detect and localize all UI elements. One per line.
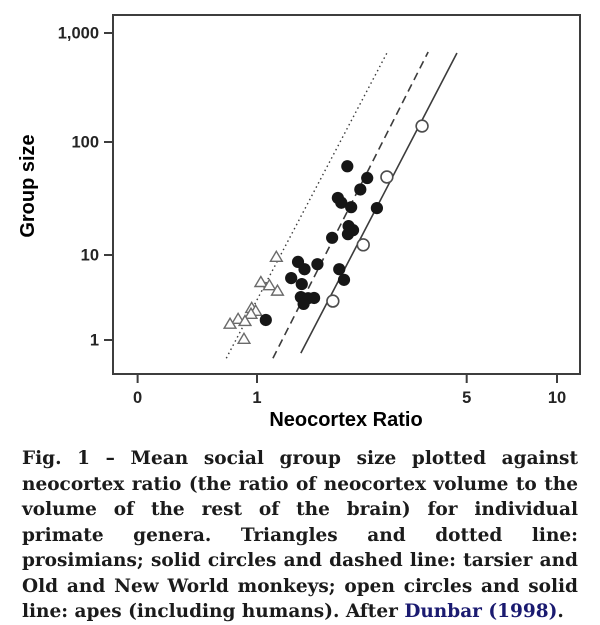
solid-circle-marker: [326, 232, 338, 244]
y-axis-tick-label: 1,000: [57, 24, 99, 43]
x-axis-title: Neocortex Ratio: [269, 409, 423, 431]
open-circle-marker: [416, 120, 428, 132]
x-axis-tick-label: 10: [547, 389, 567, 407]
x-axis-tick-label: 5: [462, 389, 472, 407]
y-axis-tick-label: 10: [80, 246, 99, 265]
open-circle-marker: [381, 171, 393, 183]
plot-frame: [113, 15, 580, 374]
solid-circle-marker: [285, 272, 297, 284]
open-circle-marker: [357, 239, 369, 251]
solid-circle-marker: [311, 258, 323, 270]
caption-text: Fig. 1 – Mean social group size plotted against neocortex ratio (the ratio of neocortex volume to the volume of the rest of the brain) for individual primate genera. Triangles and dotted line: prosimians; solid circles and dashed line: tarsier and Old and New World monkeys; open circles and solid line: apes (including humans). After: [22, 448, 578, 623]
x-axis-tick-label: 0: [133, 389, 143, 407]
solid-circle-marker: [333, 263, 345, 275]
solid-circle-marker: [298, 298, 310, 310]
citation-link-dunbar-1998[interactable]: Dunbar (1998): [404, 601, 558, 623]
triangle-marker: [255, 276, 267, 286]
solid-circle-marker: [260, 314, 272, 326]
solid-circle-marker: [298, 263, 310, 275]
y-axis-title: Group size: [17, 134, 39, 238]
solid-circle-marker: [345, 201, 357, 213]
y-axis-tick-label: 1: [89, 331, 99, 350]
solid-circle-marker: [354, 183, 366, 195]
solid-circle-marker: [371, 202, 383, 214]
figure-caption: [22, 446, 578, 625]
triangle-marker: [238, 333, 250, 343]
triangle-marker: [270, 251, 282, 261]
solid-circle-marker: [296, 278, 308, 290]
caption-period: .: [557, 601, 564, 623]
solid-circle-marker: [342, 228, 354, 240]
x-axis-tick-label: 1: [252, 389, 262, 407]
solid-circle-marker: [341, 160, 353, 172]
plot-area: [58, 15, 580, 407]
open-circle-marker: [327, 295, 339, 307]
solid-circle-marker: [361, 172, 373, 184]
y-axis-tick-label: 100: [71, 133, 99, 152]
solid-circle-marker: [338, 274, 350, 286]
